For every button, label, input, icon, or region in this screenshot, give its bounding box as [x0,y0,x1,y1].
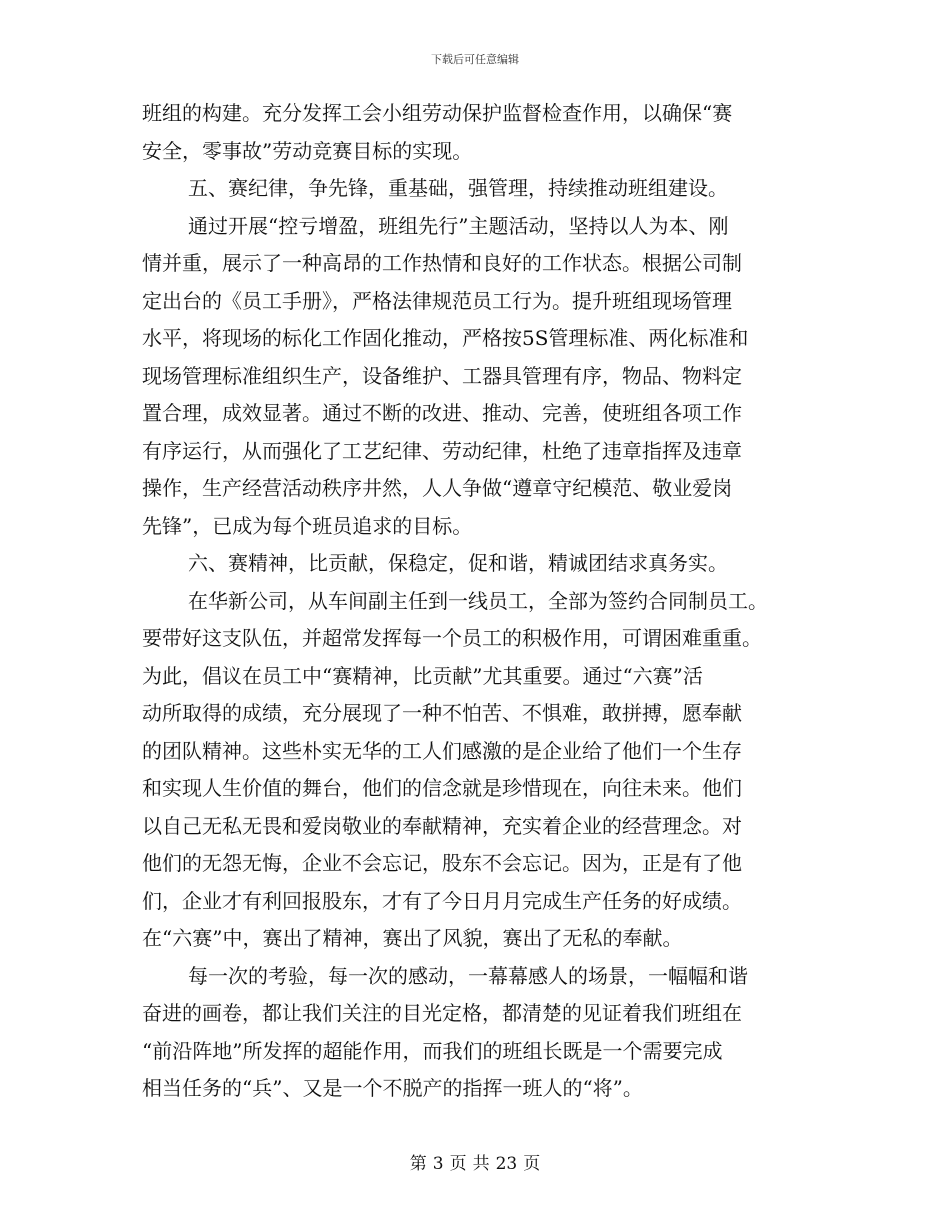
text-line: 在华新公司，从车间副主任到一线员工，全部为签约合同制员工。 [188,588,768,613]
text-line: 情并重，展示了一种高昂的工作热情和良好的工作状态。根据公司制 [142,251,742,275]
text-line: 要带好这支队伍，并超常发挥每一个员工的积极作用，可谓困难重重。 [142,626,762,650]
footer-current-page: 3 [432,1154,444,1174]
text-line: 班组的构建。充分发挥工会小组劳动保护监督检查作用，以确保“赛 [142,101,733,125]
text-line: 六、赛精神，比贡献，保稳定，促和谐，精诚团结求真务实。 [188,551,728,575]
text-line: “前沿阵地”所发挥的超能作用，而我们的班组长既是一个需要完成 [142,1038,723,1063]
text-line: 奋进的画卷，都让我们关注的目光定格，都清楚的见证着我们班组在 [142,1001,742,1025]
text-line: 有序运行，从而强化了工艺纪律、劳动纪律，杜绝了违章指挥及违章 [142,438,742,463]
text-line: 置合理，成效显著。通过不断的改进、推动、完善，使班组各项工作 [142,401,742,425]
footer-total-pages: 23 [495,1154,518,1174]
text-line: 和实现人生价值的舞台，他们的信念就是珍惜现在，向往未来。他们 [142,776,742,800]
text-line: 们，企业才有利回报股东，才有了今日月月完成生产任务的好成绩。 [142,888,742,913]
text-line: 为此，倡议在员工中“赛精神，比贡献”尤其重要。通过“六赛”活 [142,663,703,688]
text-line: 每一次的考验，每一次的感动，一幕幕感人的场景，一幅幅和谐 [188,963,748,988]
text-line: 通过开展“控亏增盈，班组先行”主题活动，坚持以人为本、刚 [188,213,729,238]
text-line: 的团队精神。这些朴实无华的工人们感激的是企业给了他们一个生存 [142,738,742,763]
document-body [142,95,814,1108]
page-header: 下载后可任意编辑 [431,53,519,66]
text-line: 在“六赛”中，赛出了精神，赛出了风貌，赛出了无私的奉献。 [142,926,683,950]
footer-label-total: 共 [472,1154,490,1174]
page-footer [0,1153,950,1175]
text-line: 先锋”，已成为每个班员追求的目标。 [142,513,473,538]
text-line: 以自己无私无畏和爱岗敬业的奉献精神，充实着企业的经营理念。对 [142,813,742,838]
footer-label-page-unit: 页 [449,1154,467,1174]
footer-label-total-unit: 页 [523,1154,541,1174]
text-line: 动所取得的成绩，充分展现了一种不怕苦、不惧难，敢拼搏，愿奉献 [142,701,742,725]
text-line: 五、赛纪律，争先锋，重基础，强管理，持续推动班组建设。 [188,176,728,200]
text-line: 他们的无怨无悔，企业不会忘记，股东不会忘记。因为，正是有了他 [142,851,742,875]
text-line: 水平，将现场的标化工作固化推动，严格按5S管理标准、两化标准和 [142,326,749,350]
footer-label-page: 第 [409,1154,427,1174]
text-line: 操作，生产经营活动秩序井然，人人争做“遵章守纪模范、敬业爱岗 [142,476,733,500]
text-line: 定出台的《员工手册》，严格法律规范员工行为。提升班组现场管理 [142,288,732,313]
text-line: 现场管理标准组织生产，设备维护、工器具管理有序，物品、物料定 [142,363,742,388]
text-line: 相当任务的“兵”、又是一个不脱产的指挥一班人的“将”。 [142,1076,643,1100]
text-line: 安全，零事故”劳动竞赛目标的实现。 [142,138,473,163]
